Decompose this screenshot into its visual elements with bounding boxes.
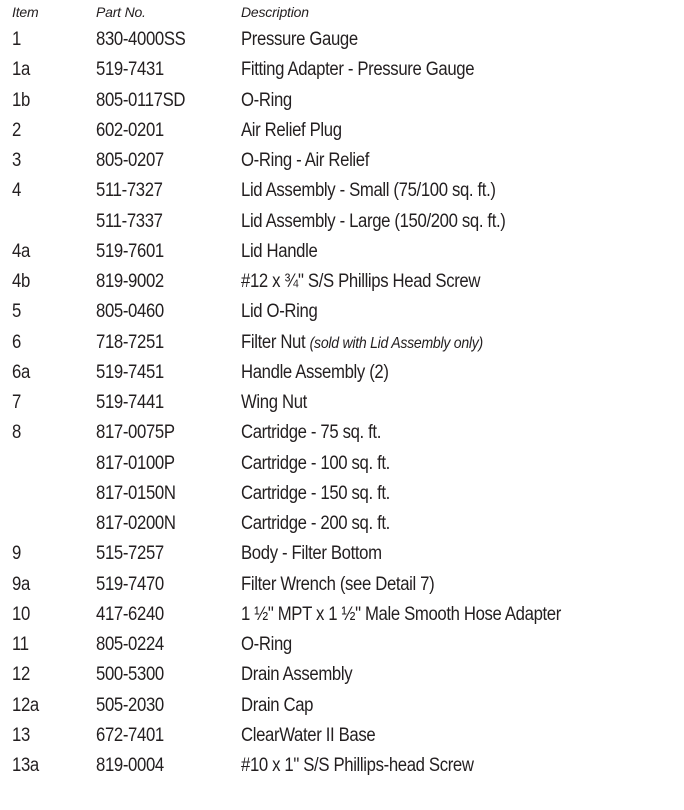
part-number: 511-7327 [96,180,163,202]
part-description [241,59,474,81]
item-number: 13a [12,755,39,776]
item-number: 11 [12,634,29,655]
part-number: 819-0004 [96,755,164,776]
part-description [241,332,483,354]
part-description [241,241,317,263]
table-row [0,601,684,631]
part-description [241,725,375,747]
table-row [0,177,684,207]
item-number: 1 [12,29,21,50]
description-text: Lid Assembly - Large (150/200 sq. ft.) [241,210,506,232]
part-number: 817-0075P [96,422,175,444]
header-part-no: Part No. [96,4,146,20]
description-text: Filter Nut [241,331,306,353]
part-number: 519-7441 [96,392,164,413]
part-description [241,301,317,323]
part-description [241,211,506,233]
description-text: Cartridge - 100 sq. ft. [241,452,390,474]
description-text: Cartridge - 200 sq. ft. [241,513,390,534]
part-description [241,362,389,384]
part-description [241,634,292,656]
table-row [0,661,684,691]
description-text: Lid Handle [241,240,318,262]
table-row [0,631,684,661]
description-text: Drain Assembly [241,664,353,686]
item-number: 5 [12,301,21,323]
table-row [0,510,684,540]
part-description [241,513,390,535]
part-description [241,755,474,777]
part-description [241,453,390,475]
table-row [0,480,684,510]
item-number: 12 [12,664,30,686]
table-row [0,540,684,570]
table-row [0,359,684,389]
part-number: 417-6240 [96,603,164,625]
description-text: 1 ½" MPT x 1 ½" Male Smooth Hose Adapter [241,603,561,625]
part-description [241,422,381,444]
description-text: Lid O-Ring [241,301,318,323]
part-number: 805-0460 [96,301,164,323]
part-description [241,604,561,626]
table-row [0,571,684,601]
table-row [0,117,684,147]
part-number: 519-7470 [96,573,164,595]
part-number: 819-9002 [96,271,164,292]
part-number: 830-4000SS [96,29,186,50]
description-text: Cartridge - 75 sq. ft. [241,422,382,444]
description-text: #12 x ¾" S/S Phillips Head Screw [241,271,481,292]
description-text: #10 x 1" S/S Phillips-head Screw [241,755,474,776]
item-number: 7 [12,392,21,413]
description-text: Drain Cap [241,694,314,716]
description-text: Wing Nut [241,392,307,413]
item-number: 2 [12,119,21,141]
item-number: 9 [12,543,21,565]
table-body [0,26,684,782]
header-item: Item [12,4,39,20]
item-number: 6 [12,331,21,353]
part-number: 817-0100P [96,452,175,474]
description-text: Filter Wrench (see Detail 7) [241,573,435,595]
table-row [0,722,684,752]
part-number: 519-7431 [96,59,164,81]
part-number: 602-0201 [96,119,164,141]
part-number: 805-0207 [96,150,164,171]
part-description [241,574,434,596]
table-row [0,450,684,480]
part-number: 718-7251 [96,331,164,353]
part-description [241,180,496,202]
item-number: 9a [12,573,30,595]
part-number: 519-7451 [96,361,164,383]
part-number: 805-0224 [96,634,164,655]
part-number: 817-0200N [96,513,176,534]
part-number: 500-5300 [96,664,164,686]
item-number: 12a [12,694,39,716]
table-row [0,26,684,56]
part-description [241,90,292,112]
table-row [0,298,684,328]
description-text: O-Ring [241,89,292,111]
part-number: 519-7601 [96,240,164,262]
part-number: 511-7337 [96,210,163,232]
part-number: 672-7401 [96,724,164,746]
part-description [241,392,307,414]
header-description: Description [241,4,309,20]
item-number: 1a [12,59,30,81]
item-number: 10 [12,603,30,625]
description-text: Lid Assembly - Small (75/100 sq. ft.) [241,180,496,202]
description-text: O-Ring [241,634,292,655]
item-number: 4b [12,271,30,292]
part-number: 515-7257 [96,543,164,565]
part-number: 817-0150N [96,482,176,504]
table-row [0,389,684,419]
item-number: 1b [12,89,30,111]
part-description [241,664,352,686]
description-text: Pressure Gauge [241,29,358,50]
part-description [241,543,382,565]
description-text: Air Relief Plug [241,119,342,141]
item-number: 6a [12,361,30,383]
table-row [0,692,684,722]
table-row [0,329,684,359]
item-number: 4a [12,240,30,262]
part-number: 505-2030 [96,694,164,716]
table-row [0,208,684,238]
table-row [0,268,684,298]
table-row [0,419,684,449]
item-number: 8 [12,422,21,444]
table-header [0,0,684,26]
table-row [0,147,684,177]
part-number: 805-0117SD [96,89,186,111]
description-text: Body - Filter Bottom [241,543,382,565]
description-text: Handle Assembly (2) [241,361,389,383]
table-row [0,238,684,268]
item-number: 3 [12,150,21,171]
item-number: 4 [12,180,21,202]
part-description [241,120,342,142]
table-row [0,752,684,782]
part-description [241,271,480,293]
description-text: Fitting Adapter - Pressure Gauge [241,59,475,81]
table-row [0,56,684,86]
description-text: O-Ring - Air Relief [241,150,370,171]
part-description [241,150,369,172]
description-text: Cartridge - 150 sq. ft. [241,482,390,504]
part-description [241,29,358,51]
part-description [241,695,313,717]
part-description [241,483,390,505]
table-row [0,87,684,117]
item-number: 13 [12,724,30,746]
description-text: ClearWater II Base [241,724,376,746]
description-note: (sold with Lid Assembly only) [309,334,483,352]
